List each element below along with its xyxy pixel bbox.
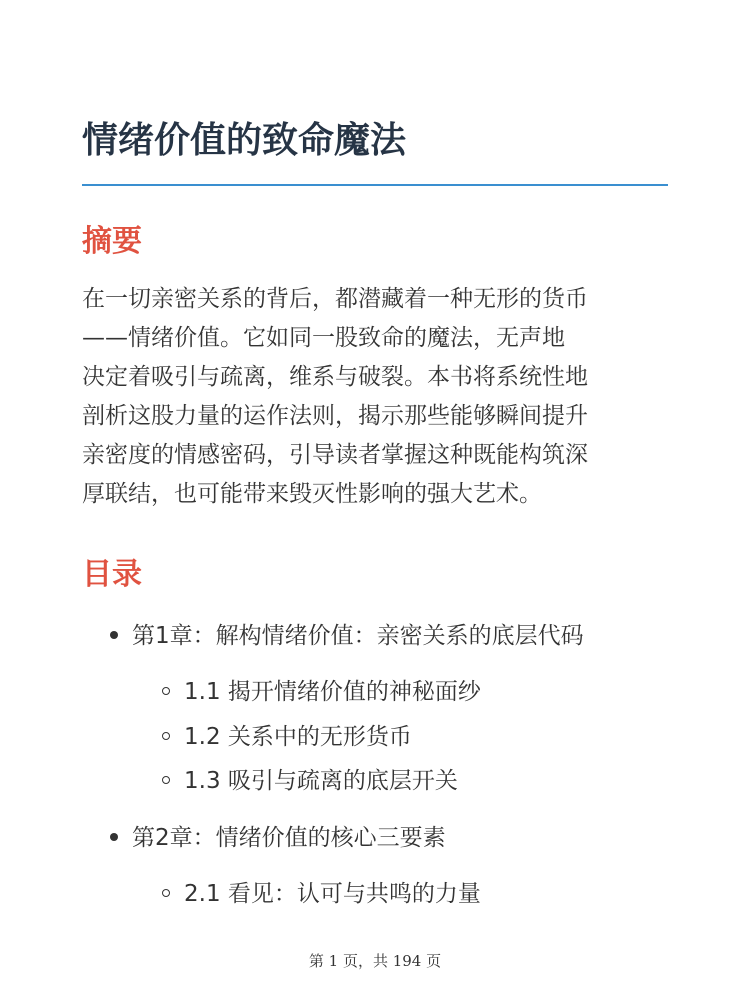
toc-section-label: 1.3 吸引与疏离的底层开关 — [184, 768, 458, 794]
abstract-line: 在一切亲密关系的背后，都潜藏着一种无形的货币 — [82, 286, 588, 312]
toc-section-label: 2.1 看见：认可与共鸣的力量 — [184, 881, 481, 907]
bullet-circle-icon — [162, 732, 170, 740]
toc-section-item — [162, 878, 481, 910]
toc-chapter-label: 第2章：情绪价值的核心三要素 — [132, 825, 446, 851]
bullet-circle-icon — [162, 687, 170, 695]
abstract-heading: 摘要 — [82, 224, 142, 259]
toc-section-item — [162, 765, 458, 797]
page-number-footer: 第 1 页，共 194 页 — [308, 952, 442, 970]
abstract-line: 剖析这股力量的运作法则，揭示那些能够瞬间提升 — [82, 403, 588, 429]
abstract-line: 厚联结，也可能带来毁灭性影响的强大艺术。 — [82, 481, 542, 507]
toc-section-label: 1.1 揭开情绪价值的神秘面纱 — [184, 679, 481, 705]
title-divider — [82, 184, 668, 186]
toc-heading: 目录 — [82, 557, 142, 592]
toc-section-label: 1.2 关系中的无形货币 — [184, 724, 412, 750]
bullet-disc-icon — [110, 631, 118, 639]
toc-section-item — [162, 721, 412, 753]
toc-chapter-item — [110, 822, 446, 854]
abstract-line: ——情绪价值。它如同一股致命的魔法，无声地 — [82, 325, 565, 351]
toc-chapter-item — [110, 620, 584, 652]
abstract-line: 决定着吸引与疏离，维系与破裂。本书将系统性地 — [82, 364, 588, 390]
abstract-paragraph — [82, 280, 672, 514]
bullet-disc-icon — [110, 833, 118, 841]
toc-chapter-label: 第1章：解构情绪价值：亲密关系的底层代码 — [132, 623, 584, 649]
toc-section-item — [162, 676, 481, 708]
document-title: 情绪价值的致命魔法 — [82, 120, 407, 161]
abstract-line: 亲密度的情感密码，引导读者掌握这种既能构筑深 — [82, 442, 588, 468]
bullet-circle-icon — [162, 889, 170, 897]
bullet-circle-icon — [162, 776, 170, 784]
